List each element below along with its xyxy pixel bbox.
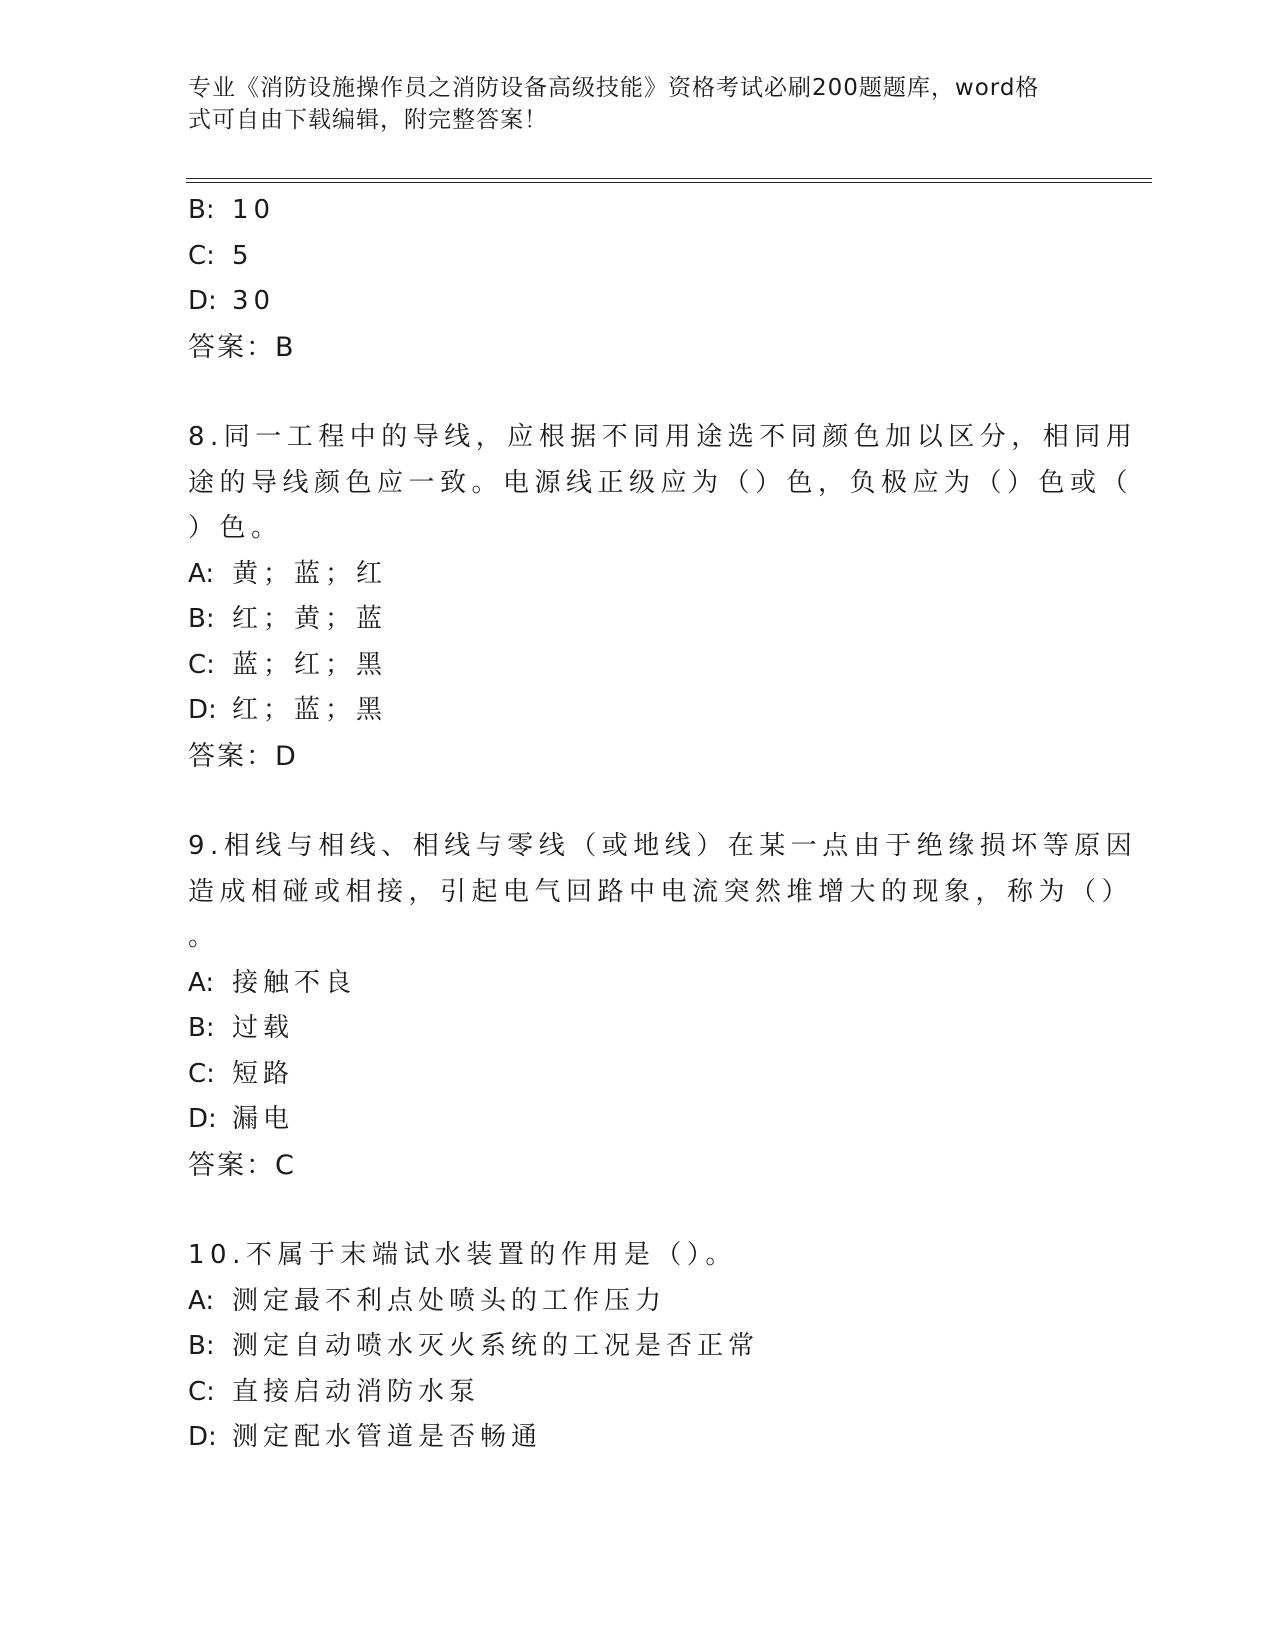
answer-line: 答案：B: [188, 331, 296, 363]
option-text: 接触不良: [232, 967, 357, 998]
option-letter: A:: [188, 967, 215, 998]
answer-line: 答案：D: [188, 740, 298, 772]
question-content: [188, 188, 1138, 1461]
spacer: [188, 370, 1068, 415]
option-b: [188, 1324, 1068, 1370]
option-d: [188, 1097, 1068, 1143]
option-d: [188, 1415, 1068, 1461]
option-letter: A:: [188, 1285, 215, 1316]
option-a: [188, 552, 1068, 598]
stem-line: 8.同一工程中的导线，应根据不同用途选不同颜色加以区分，相同用: [188, 422, 1138, 452]
option-a: [188, 1279, 1068, 1325]
stem-line: 途的导线颜色应一致。电源线正级应为（）色，负极应为（）色或（: [188, 467, 1134, 498]
option-d: [188, 279, 1068, 325]
stem-line: 9.相线与相线、相线与零线（或地线）在某一点由于绝缘损坏等原因: [188, 831, 1138, 861]
option-text: 黄；蓝；红: [232, 558, 388, 589]
option-text: 10: [232, 195, 276, 225]
option-b: [188, 188, 1068, 234]
question-stem: [188, 824, 1138, 961]
option-text: 30: [232, 286, 276, 316]
option-d: [188, 688, 1068, 734]
stem-line: 。: [188, 922, 220, 952]
question-8: [188, 415, 1138, 779]
header-divider: [186, 178, 1152, 183]
spacer: [188, 1188, 1068, 1233]
question-stem: [188, 415, 1138, 552]
option-letter: D:: [188, 1104, 217, 1134]
page-header: [188, 72, 1068, 136]
option-letter: C:: [188, 1058, 215, 1089]
question-7: [188, 188, 1068, 370]
option-letter: D:: [188, 1422, 217, 1452]
question-9: [188, 824, 1138, 1188]
option-letter: C:: [188, 240, 215, 271]
option-text: 红；蓝；黑: [232, 695, 388, 725]
option-letter: D:: [188, 695, 217, 725]
option-b: [188, 1006, 1068, 1052]
option-c: [188, 234, 1068, 280]
option-text: 过载: [232, 1013, 295, 1043]
option-letter: B:: [188, 195, 215, 225]
spacer: [188, 779, 1068, 824]
option-text: 蓝；红；黑: [232, 649, 388, 680]
option-text: 测定配水管道是否畅通: [232, 1422, 543, 1452]
option-b: [188, 597, 1068, 643]
option-letter: B:: [188, 604, 215, 634]
option-letter: C:: [188, 649, 215, 680]
option-letter: A:: [188, 558, 215, 589]
stem-line: ）色。: [188, 513, 283, 543]
option-letter: B:: [188, 1013, 215, 1043]
option-text: 漏电: [232, 1104, 295, 1134]
question-stem: [188, 1233, 1068, 1279]
stem-line: 造成相碰或相接，引起电气回路中电流突然堆增大的现象，称为（）: [188, 876, 1134, 907]
answer-line: 答案：C: [188, 1149, 296, 1181]
option-text: 测定最不利点处喷头的工作压力: [232, 1285, 667, 1316]
question-10: [188, 1233, 1068, 1461]
header-line-2: 式可自由下载编辑，附完整答案！: [188, 107, 548, 133]
option-letter: D:: [188, 286, 217, 316]
option-c: [188, 1052, 1068, 1098]
option-text: 测定自动喷水灭火系统的工况是否正常: [232, 1331, 760, 1361]
option-c: [188, 643, 1068, 689]
option-text: 5: [232, 240, 254, 271]
stem-line: 10.不属于末端试水装置的作用是（）。: [188, 1240, 737, 1270]
header-line-1: 专业《消防设施操作员之消防设备高级技能》资格考试必刷200题题库，word格: [188, 75, 1040, 101]
option-text: 短路: [232, 1058, 295, 1089]
option-letter: B:: [188, 1331, 215, 1361]
option-text: 直接启动消防水泵: [232, 1376, 481, 1407]
option-letter: C:: [188, 1376, 215, 1407]
option-c: [188, 1370, 1068, 1416]
option-a: [188, 961, 1068, 1007]
option-text: 红；黄；蓝: [232, 604, 388, 634]
